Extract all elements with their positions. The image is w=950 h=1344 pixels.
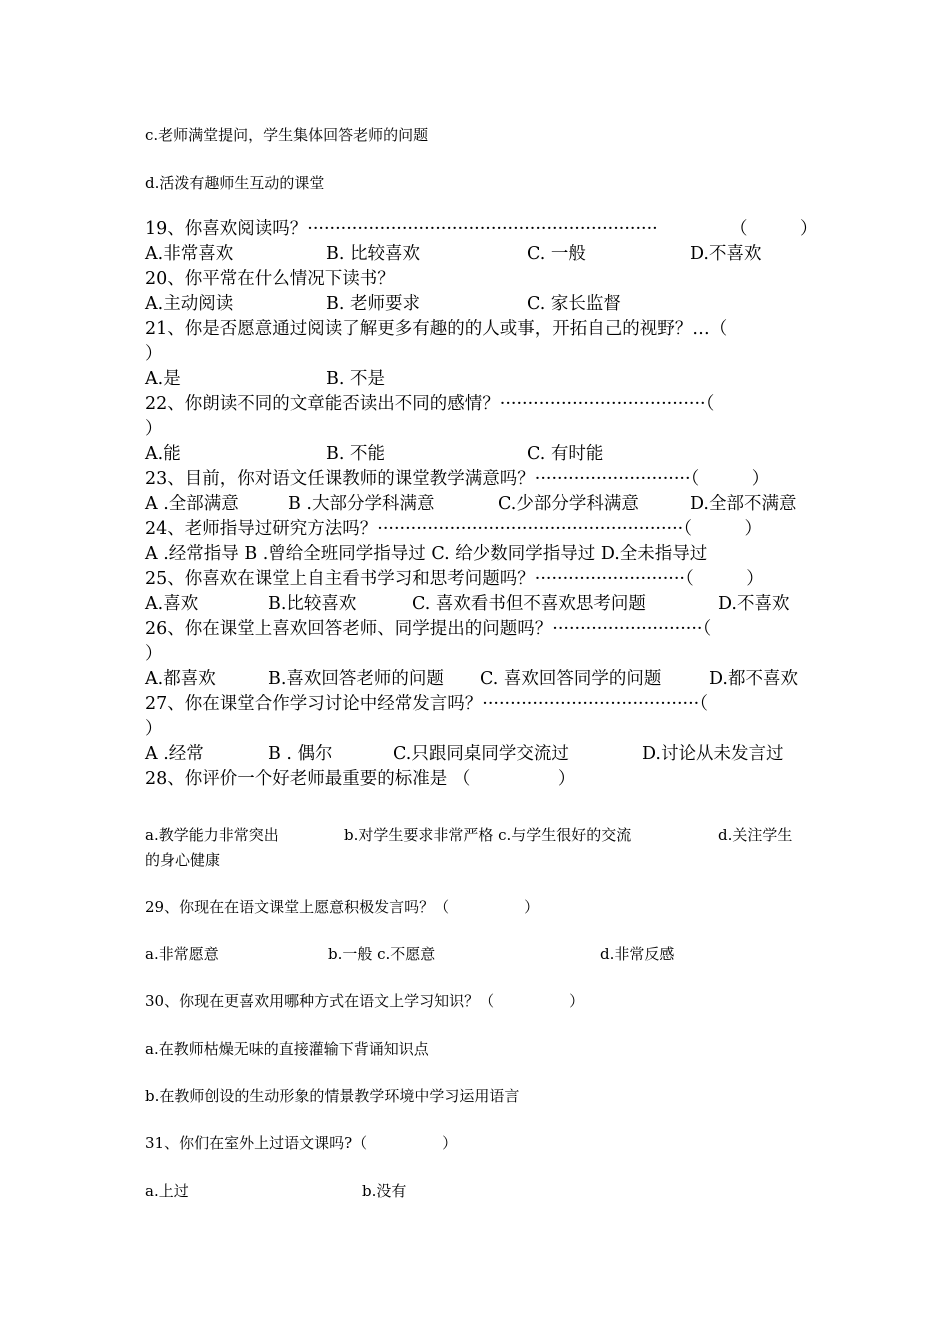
q25-option-d: D.不喜欢 <box>718 594 790 614</box>
q26-option-d: D.都不喜欢 <box>709 669 798 689</box>
q29-option-d: d.非常反感 <box>600 945 675 963</box>
q19-option-b: B. 比较喜欢 <box>326 244 420 264</box>
q26-option-b: B.喜欢回答老师的问题 <box>268 669 444 689</box>
q25-option-c: C. 喜欢看书但不喜欢思考问题 <box>412 594 646 614</box>
q23-option-a: A .全部满意 <box>145 494 239 514</box>
answer-blank-19: （ ） <box>730 219 818 239</box>
q20-option-c: C. 家长监督 <box>527 294 621 314</box>
q20-option-a: A.主动阅读 <box>145 294 234 314</box>
q26-option-c: C. 喜欢回答同学的问题 <box>480 669 662 689</box>
q27-option-c: C.只跟同桌同学交流过 <box>393 744 569 764</box>
q27-option-d: D.讨论从未发言过 <box>642 744 784 764</box>
answer-blank-22: ） <box>145 419 163 439</box>
question-26: 26、你在课堂上喜欢回答老师、同学提出的问题吗？···························（ <box>145 619 712 639</box>
q29-option-a: a.非常愿意 <box>145 945 219 963</box>
question-27: 27、你在课堂合作学习讨论中经常发言吗？·······································（ <box>145 694 708 714</box>
q19-option-c: C. 一般 <box>527 244 586 264</box>
answer-blank-21: ） <box>145 344 163 364</box>
q23-option-d: D.全部不满意 <box>690 494 797 514</box>
question-19: 19、你喜欢阅读吗？······························································· <box>145 219 658 239</box>
question-28: 28、你评价一个好老师最重要的标准是 （ ） <box>145 769 576 789</box>
option-line-d: d.活泼有趣师生互动的课堂 <box>145 174 325 192</box>
q27-option-a: A .经常 <box>145 744 204 764</box>
q22-option-b: B. 不能 <box>326 444 385 464</box>
q28-option-d-continued: 的身心健康 <box>145 851 221 869</box>
q19-option-a: A.非常喜欢 <box>145 244 234 264</box>
q31-option-b: b.没有 <box>362 1182 407 1200</box>
question-31: 31、你们在室外上过语文课吗?（ ） <box>145 1134 458 1152</box>
question-21: 21、你是否愿意通过阅读了解更多有趣的的人或事，开拓自己的视野？…（ <box>145 319 728 339</box>
q26-option-a: A.都喜欢 <box>145 669 216 689</box>
q21-option-b: B. 不是 <box>326 369 385 389</box>
option-line-c: c.老师满堂提问，学生集体回答老师的问题 <box>145 126 429 144</box>
question-25: 25、你喜欢在课堂上自主看书学习和思考问题吗？···························（ ） <box>145 569 764 589</box>
answer-blank-27: ） <box>145 719 163 739</box>
question-29: 29、你现在在语文课堂上愿意积极发言吗？（ ） <box>145 898 540 916</box>
question-20: 20、你平常在什么情况下读书？ <box>145 269 395 289</box>
q31-option-a: a.上过 <box>145 1182 189 1200</box>
question-24: 24、老师指导过研究方法吗？·······················································（ ） <box>145 519 762 539</box>
answer-blank-26: ） <box>145 644 163 664</box>
q23-option-b: B .大部分学科满意 <box>288 494 435 514</box>
q30-option-b: b.在教师创设的生动形象的情景教学环境中学习运用语言 <box>145 1087 520 1105</box>
question-30: 30、你现在更喜欢用哪种方式在语文上学习知识？（ ） <box>145 992 585 1010</box>
q24-options: A .经常指导 B .曾给全班同学指导过 C. 给少数同学指导过 D.全未指导过 <box>145 544 708 564</box>
q28-option-d: d.关注学生 <box>718 826 793 844</box>
q30-option-a: a.在教师枯燥无味的直接灌输下背诵知识点 <box>145 1040 429 1058</box>
q29-option-bc: b.一般 c.不愿意 <box>328 945 436 963</box>
q22-option-c: C. 有时能 <box>527 444 604 464</box>
q27-option-b: B . 偶尔 <box>268 744 333 764</box>
q28-option-a: a.教学能力非常突出 <box>145 826 279 844</box>
question-23: 23、目前，你对语文任课教师的课堂教学满意吗？····························（ ） <box>145 469 770 489</box>
q20-option-b: B. 老师要求 <box>326 294 420 314</box>
question-22: 22、你朗读不同的文章能否读出不同的感情？·····································（ <box>145 394 715 414</box>
q28-option-bc: b.对学生要求非常严格 c.与学生很好的交流 <box>344 826 632 844</box>
q21-option-a: A.是 <box>145 369 181 389</box>
q25-option-b: B.比较喜欢 <box>268 594 357 614</box>
q25-option-a: A.喜欢 <box>145 594 199 614</box>
q19-option-d: D.不喜欢 <box>690 244 762 264</box>
q23-option-c: C.少部分学科满意 <box>498 494 639 514</box>
q22-option-a: A.能 <box>145 444 181 464</box>
